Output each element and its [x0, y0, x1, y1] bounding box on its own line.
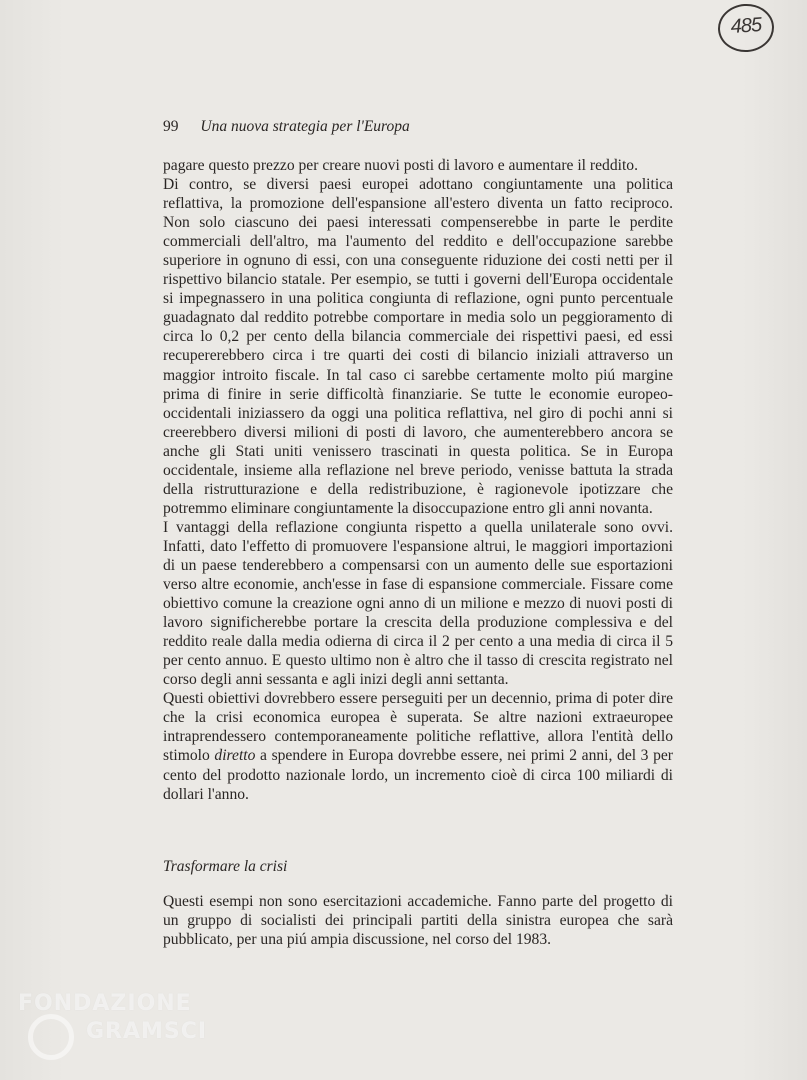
paragraph-text: Questi obiettivi dovrebbero essere perseguiti per un decennio, prima di poter dire che la crisi economica europea è superata. Se altre nazioni extraeuropee intraprendessero contemporaneamente politiche reflattive, allora l'entità dello stimolo	[163, 690, 673, 765]
paragraph	[163, 689, 673, 803]
paragraph: Questi esempi non sono esercitazioni accademiche. Fanno parte del progetto di un gruppo di socialisti dei principali partiti della sinistra europea che sarà pubblicato, per una piú ampia discussione, nel corso del 1983.	[163, 893, 673, 949]
running-head-title: Una nuova strategia per l'Europa	[200, 118, 410, 135]
paragraph-text: a spendere in Europa dovrebbe essere, nei primi 2 anni, del 3 per cento del prodotto nazionale lordo, un incremento cioè di circa 100 miliardi di dollari l'anno.	[163, 747, 674, 803]
watermark-line: GRAMSCI	[86, 1019, 208, 1044]
section-title: Trasformare la crisi	[163, 858, 288, 875]
emphasis-text: diretto	[214, 747, 256, 765]
watermark-line: FONDAZIONE	[18, 991, 192, 1016]
paragraph: pagare questo prezzo per creare nuovi posti di lavoro e aumentare il reddito.	[163, 157, 638, 174]
watermark-logo	[18, 990, 208, 1070]
paragraph: Di contro, se diversi paesi europei adottano congiuntamente una politica reflattiva, la promozione dell'espansione all'estero diventa un fatto reciproco. Non solo ciascuno dei paesi interessati compenserebbe in parte le perdite commerciali dell'altro, ma l'aumento del reddito e dell'occupazione sarebbe superiore in ognuno di essi, con una conseguente riduzione dei costi netti per il rispettivo bilancio statale. Per esempio, se tutti i governi dell'Europa occidentale si impegnassero in una politica congiunta di reflazione, ogni punto percentuale guadagnato dal reddito potrebbe comportare in media solo un peggioramento di circa lo 0,2 per cento della bilancia commerciale dei rispettivi paesi, ed essi recupererebbero circa i tre quarti dei costi di bilancio iniziali attraverso un maggior introito fiscale. In tal caso ci sarebbe certamente molto piú margine prima di finire in serie difficoltà finanziarie. Se tutte le economie europeo-occidentali iniziassero da oggi una politica reflattiva, nel giro di pochi anni si creerebbero diversi milioni di posti di lavoro, che aumenterebbero ancora se anche gli Stati uniti venissero trascinati in questa politica. Se in Europa occidentale, insieme alla reflazione nel breve periodo, venisse battuta la strada della ristrutturazione e della redistribuzione, è ragionevole ipotizzare che potremmo eliminare congiuntamente la disoccupazione entro gli anni novanta.	[163, 176, 673, 517]
paragraph: I vantaggi della reflazione congiunta rispetto a quella unilaterale sono ovvi. Infatti, dato l'effetto di promuovere l'espansione altrui, le maggiori importazioni di un paese tenderebbero a compensarsi con un aumento delle sue esportazioni verso altre economie, anch'esse in fase di espansione commerciale. Fissare come obiettivo comune la creazione ogni anno di un milione e mezzo di nuovi posti di lavoro significherebbe portare la crescita della produzione complessiva e del reddito reale dalla media odierna di circa il 2 per cento a una media di circa il 5 per cento annuo. E questo ultimo non è altro che il tasso di crescita registrato nel corso degli anni sessanta e agli inizi degli anni settanta.	[163, 518, 673, 689]
page-number: 99	[163, 118, 179, 135]
watermark-g-icon	[28, 1014, 74, 1060]
archive-stamp: 485	[716, 2, 775, 54]
body-text	[163, 156, 673, 804]
running-head	[163, 118, 410, 136]
